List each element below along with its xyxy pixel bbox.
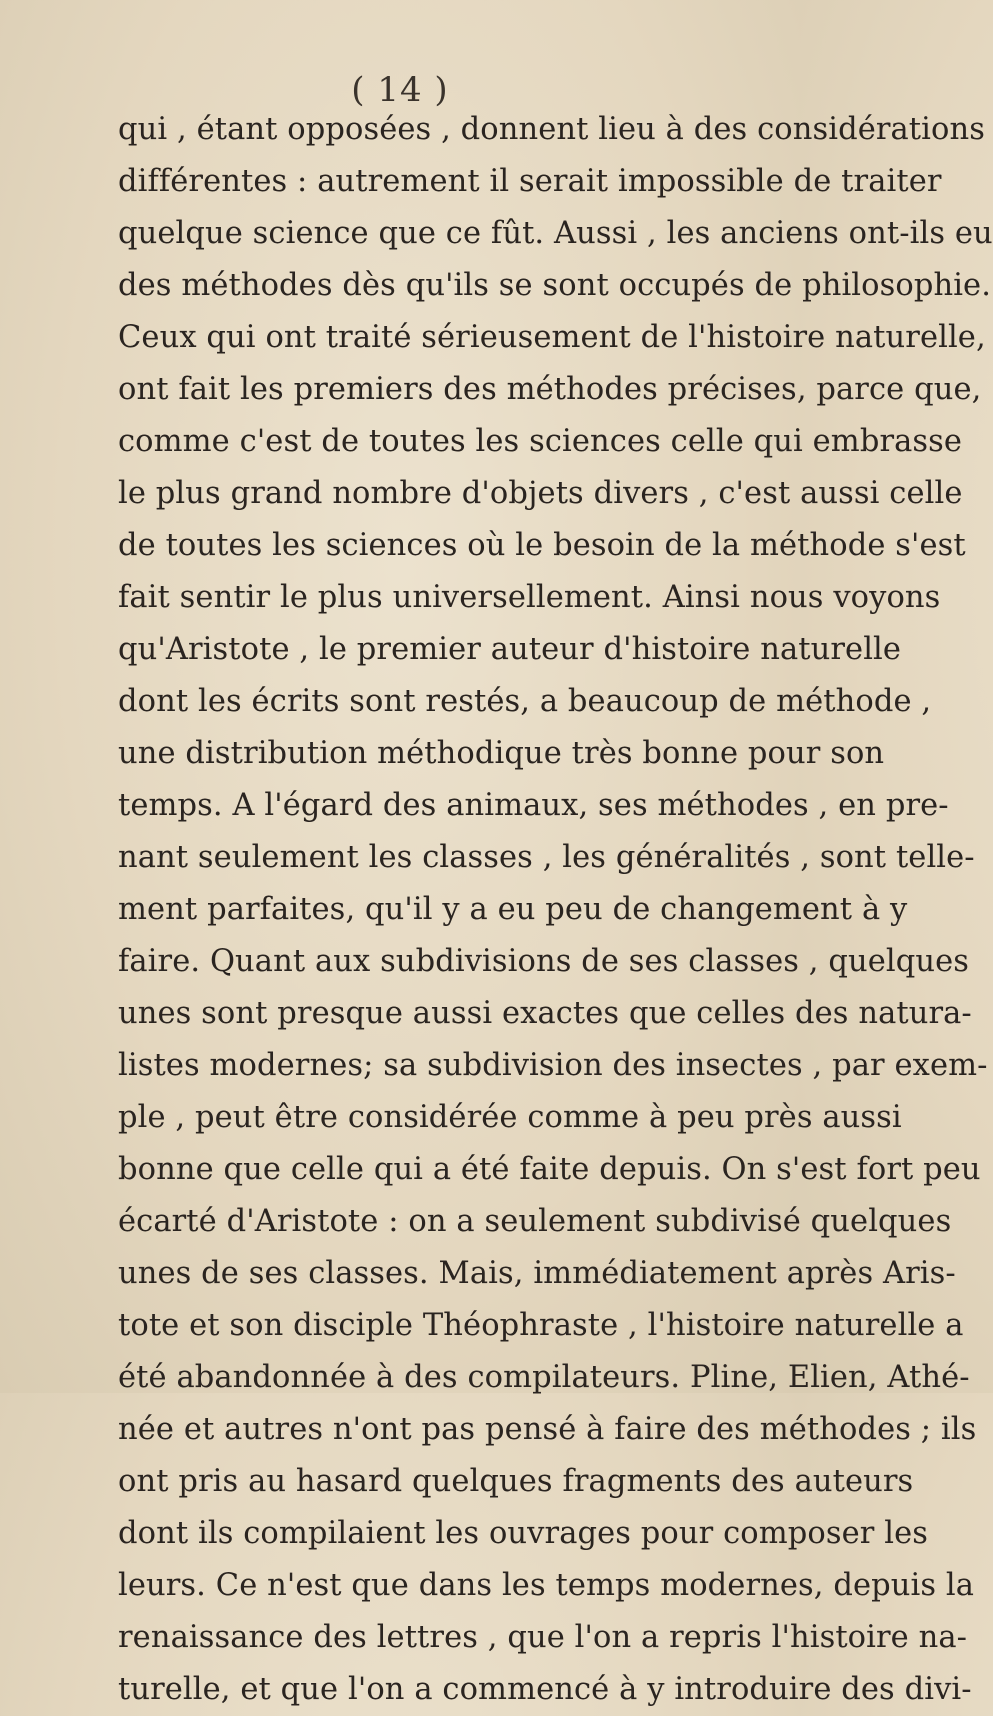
text-line: le plus grand nombre d'objets divers , c'est aussi celle <box>118 476 963 511</box>
text-line: une distribution méthodique très bonne pour son <box>118 736 885 771</box>
text-line: Ceux qui ont traité sérieusement de l'histoire naturelle, <box>118 320 986 355</box>
text-line: différentes : autrement il serait impossible de traiter <box>118 164 942 199</box>
text-line: quelque science que ce fût. Aussi , les anciens ont-ils eu <box>118 216 993 251</box>
text-line: été abandonnée à des compilateurs. Pline, Elien, Athé- <box>118 1360 970 1395</box>
text-line: de toutes les sciences où le besoin de la méthode s'est <box>118 528 966 563</box>
text-line: turelle, et que l'on a commencé à y introduire des divi- <box>118 1672 972 1707</box>
text-line: unes de ses classes. Mais, immédiatement après Aris- <box>118 1256 956 1291</box>
text-line: nant seulement les classes , les généralités , sont telle- <box>118 840 975 875</box>
text-line: née et autres n'ont pas pensé à faire des méthodes ; ils <box>118 1412 977 1447</box>
text-line: leurs. Ce n'est que dans les temps modernes, depuis la <box>118 1568 975 1603</box>
text-line: ont fait les premiers des méthodes précises, parce que, <box>118 372 982 407</box>
text-line: des méthodes dès qu'ils se sont occupés de philosophie. <box>118 268 991 303</box>
text-line: comme c'est de toutes les sciences celle qui embrasse <box>118 424 963 459</box>
text-line: écarté d'Aristote : on a seulement subdivisé quelques <box>118 1204 952 1239</box>
text-line: listes modernes; sa subdivision des insectes , par exem- <box>118 1048 988 1083</box>
page-number: ( 14 ) <box>351 70 449 110</box>
body-text <box>118 104 993 1716</box>
text-line: temps. A l'égard des animaux, ses méthodes , en pre- <box>118 788 949 823</box>
text-line: faire. Quant aux subdivisions de ses classes , quelques <box>118 944 970 979</box>
text-line: unes sont presque aussi exactes que celles des natura- <box>118 996 972 1031</box>
text-line: ont pris au hasard quelques fragments des auteurs <box>118 1464 914 1499</box>
text-line: ment parfaites, qu'il y a eu peu de changement à y <box>118 892 908 927</box>
text-line: tote et son disciple Théophraste , l'histoire naturelle a <box>118 1308 964 1343</box>
text-line: ple , peut être considérée comme à peu près aussi <box>118 1100 902 1135</box>
text-line: qui , étant opposées , donnent lieu à des considérations <box>118 112 985 147</box>
text-line: renaissance des lettres , que l'on a repris l'histoire na- <box>118 1620 968 1655</box>
text-line: bonne que celle qui a été faite depuis. On s'est fort peu <box>118 1152 981 1187</box>
text-line: qu'Aristote , le premier auteur d'histoire naturelle <box>118 632 902 667</box>
text-line: fait sentir le plus universellement. Ainsi nous voyons <box>118 580 941 615</box>
text-line: dont ils compilaient les ouvrages pour composer les <box>118 1516 928 1551</box>
text-line: dont les écrits sont restés, a beaucoup de méthode , <box>118 684 932 719</box>
